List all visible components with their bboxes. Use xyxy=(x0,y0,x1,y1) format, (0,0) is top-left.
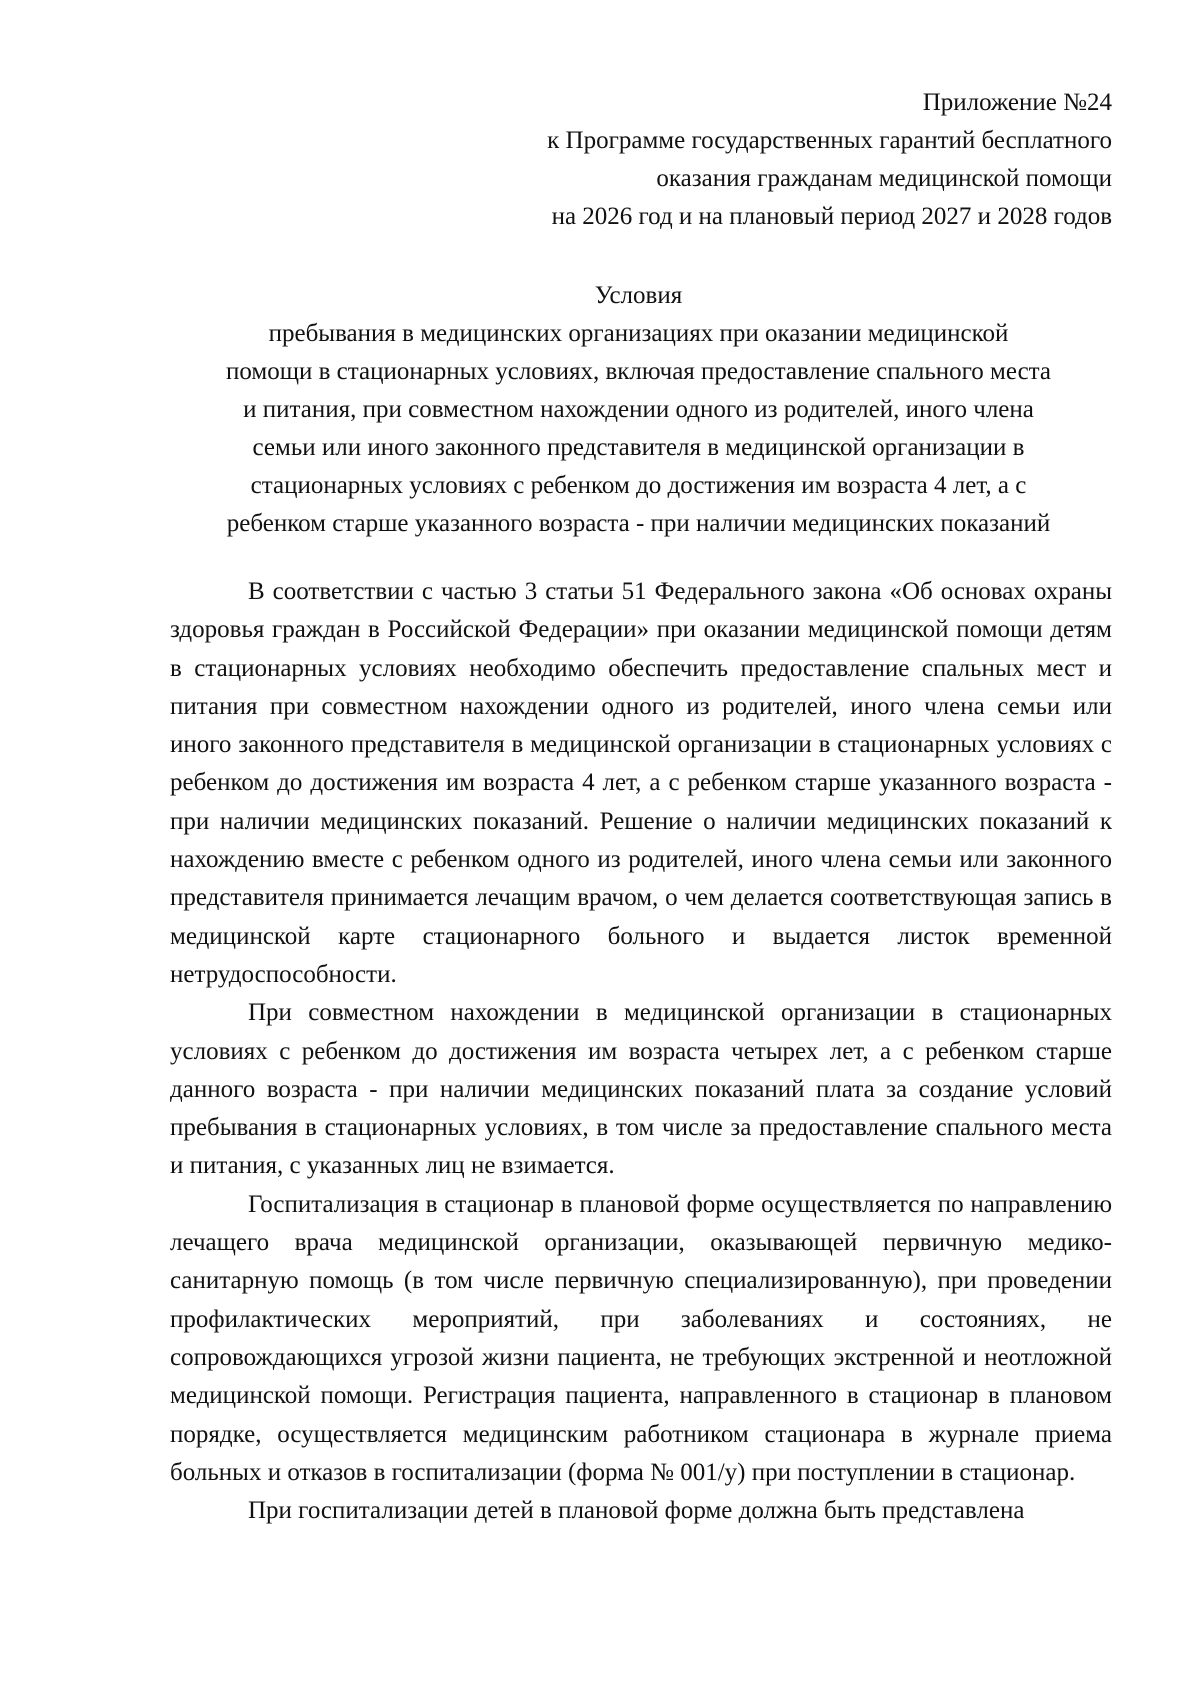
title-line: пребывания в медицинских организациях при оказании медицинской xyxy=(268,320,1009,347)
document-body xyxy=(170,573,1112,1530)
body-paragraph: При совместном нахождении в медицинской организации в стационарных условиях с ребенком до достижения им возраста четырех лет, а с ребенком старше данного возраста - при наличии медицинских показаний плата за создание условий пребывания в стационарных условиях, в том числе за предоставление спального места и питания, с указанных лиц не взимается. xyxy=(170,999,1112,1180)
title-line: стационарных условиях с ребенком до достижения им возраста 4 лет, а с xyxy=(250,472,1027,499)
document-title xyxy=(170,277,1107,543)
title-line: и питания, при совместном нахождении одного из родителей, иного члена xyxy=(243,396,1034,423)
title-line: семьи или иного законного представителя в медицинской организации в xyxy=(252,434,1025,461)
appendix-line: оказания гражданам медицинской помощи xyxy=(656,165,1112,192)
appendix-line: на 2026 год и на плановый период 2027 и 2028 годов xyxy=(551,203,1112,230)
body-paragraph: При госпитализации детей в плановой форме должна быть представлена xyxy=(248,1497,1025,1525)
title-line: ребенком старше указанного возраста - при наличии медицинских показаний xyxy=(226,510,1051,537)
body-paragraph: Госпитализация в стационар в плановой форме осуществляется по направлению лечащего врача медицинской организации, оказывающей первичную медико-санитарную помощь (в том числе первичную специализированную), при проведении профилактических мероприятий, при заболеваниях и состояниях, не сопровождающихся угрозой жизни пациента, не требующих экстренной и неотложной медицинской помощи. Регистрация пациента, направленного в стационар в плановом порядке, осуществляется медицинским работником стационара в журнале приема больных и отказов в госпитализации (форма № 001/у) при поступлении в стационар. xyxy=(170,1190,1112,1486)
title-line: помощи в стационарных условиях, включая предоставление спального места xyxy=(225,358,1051,385)
body-paragraph: В соответствии с частью 3 статьи 51 Федерального закона «Об основах охраны здоровья граждан в Российской Федерации» при оказании медицинской помощи детям в стационарных условиях необходимо обеспечить предоставление спальных мест и питания при совместном нахождении одного из родителей, иного члена семьи или иного законного представителя в медицинской организации в стационарных условиях с ребенком до достижения им возраста 4 лет, а с ребенком старше указанного возраста - при наличии медицинских показаний. Решение о наличии медицинских показаний к нахождению вместе с ребенком одного из родителей, иного члена семьи или законного представителя принимается лечащим врачом, о чем делается соответствующая запись в медицинской карте стационарного больного и выдается листок временной нетрудоспособности. xyxy=(170,578,1112,988)
title-heading: Условия xyxy=(594,282,683,309)
appendix-line: к Программе государственных гарантий бесплатного xyxy=(547,127,1112,154)
appendix-number: Приложение №24 xyxy=(922,89,1112,116)
appendix-header xyxy=(412,84,1112,236)
